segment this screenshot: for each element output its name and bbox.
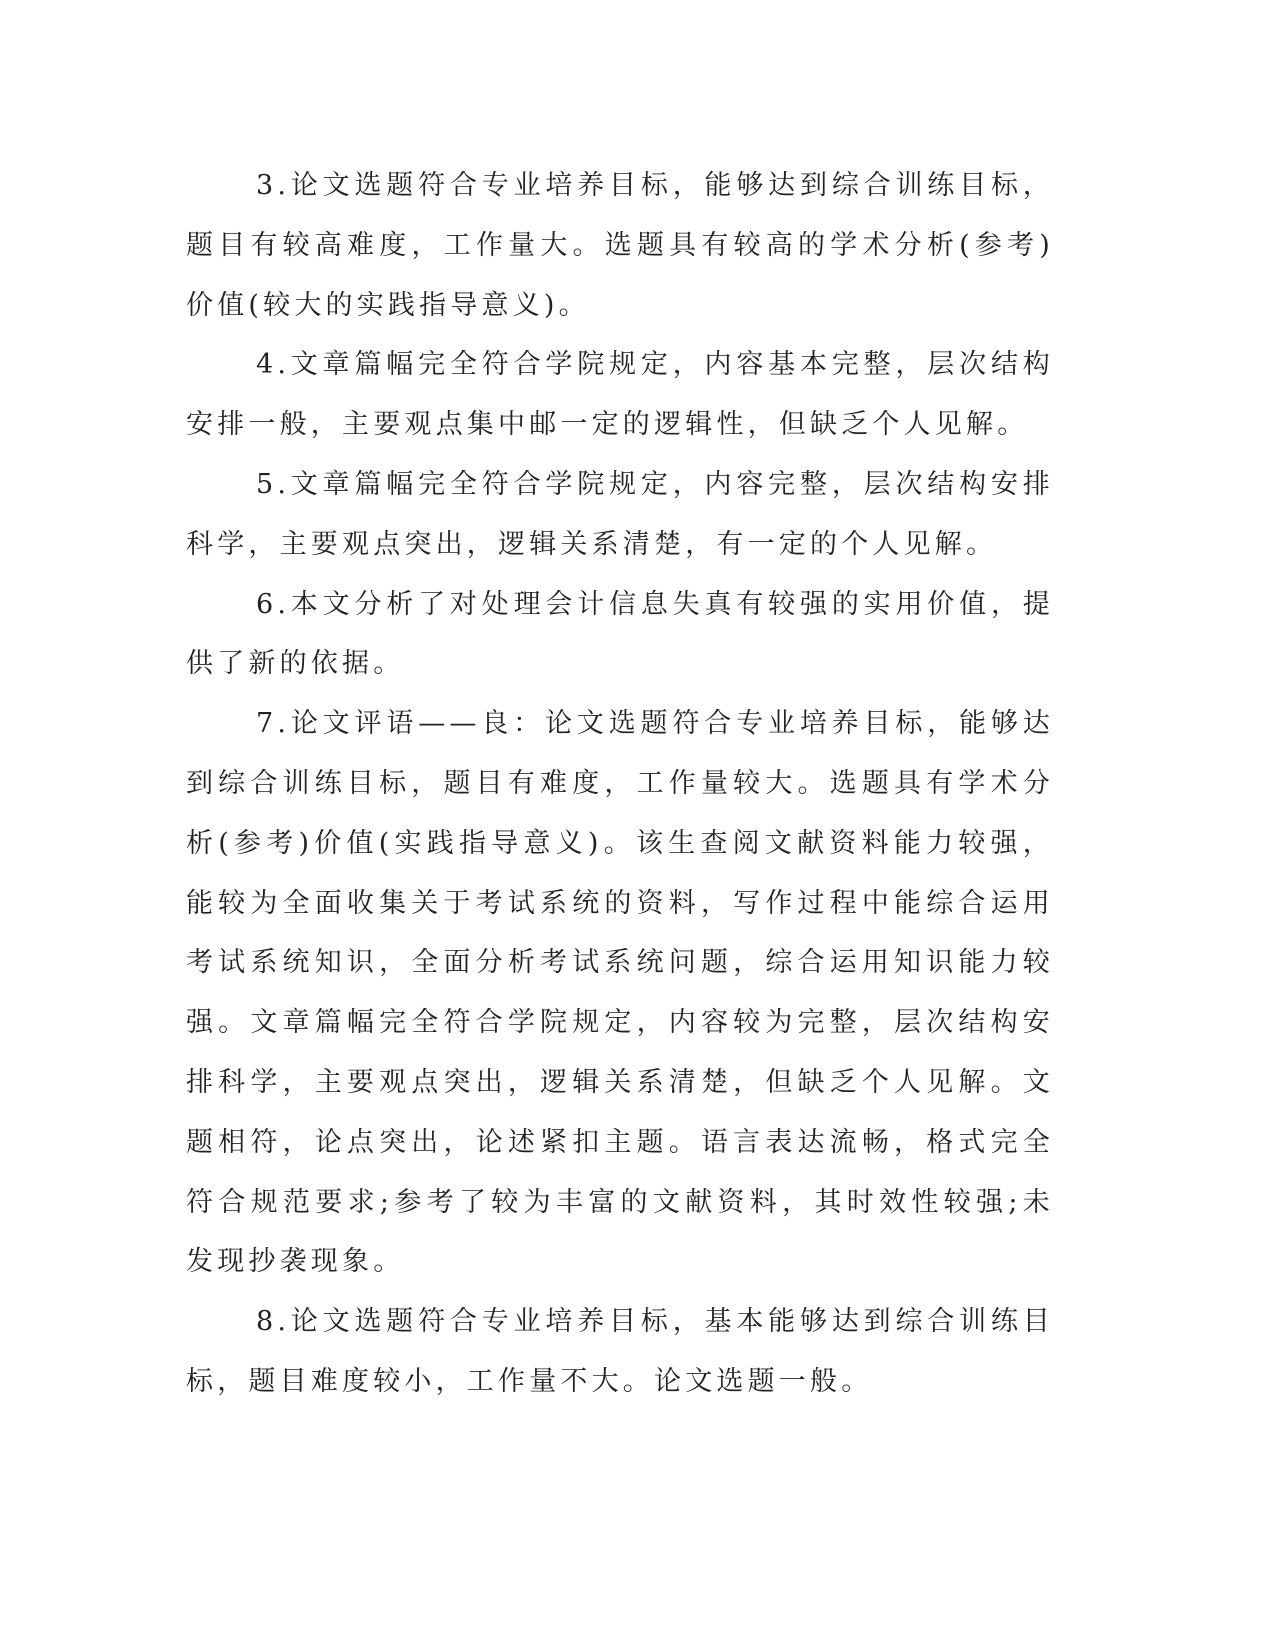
paragraph-item-4: 4.文章篇幅完全符合学院规定，内容基本完整，层次结构安排一般，主要观点集中邮一定的逻辑性，但缺乏个人见解。 xyxy=(186,349,1054,441)
paragraph-item-7: 7.论文评语——良：论文选题符合专业培养目标，能够达到综合训练目标，题目有难度，工作量较大。选题具有学术分析(参考)价值(实践指导意义)。该生查阅文献资料能力较强，能较为全面收集关于考试系统的资料，写作过程中能综合运用考试系统知识，全面分析考试系统问题，综合运用知识能力较强。文章篇幅完全符合学院规定，内容较为完整，层次结构安排科学，主要观点突出，逻辑关系清楚，但缺乏个人见解。文题相符，论点突出，论述紧扣主题。语言表达流畅，格式完全符合规范要求;参考了较为丰富的文献资料，其时效性较强;未发现抄袭现象。 xyxy=(186,708,1054,1278)
paragraph-item-8: 8.论文选题符合专业培养目标，基本能够达到综合训练目标，题目难度较小，工作量不大。论文选题一般。 xyxy=(186,1306,1054,1397)
paragraph-item-3: 3.论文选题符合专业培养目标，能够达到综合训练目标，题目有较高难度，工作量大。选题具有较高的学术分析(参考)价值(较大的实践指导意义)。 xyxy=(186,170,1054,321)
paragraph-item-6: 6.本文分析了对处理会计信息失真有较强的实用价值，提供了新的依据。 xyxy=(186,588,1054,680)
paragraph-item-5: 5.文章篇幅完全符合学院规定，内容完整，层次结构安排科学，主要观点突出，逻辑关系清楚，有一定的个人见解。 xyxy=(186,468,1054,560)
document-body xyxy=(186,156,1054,1412)
